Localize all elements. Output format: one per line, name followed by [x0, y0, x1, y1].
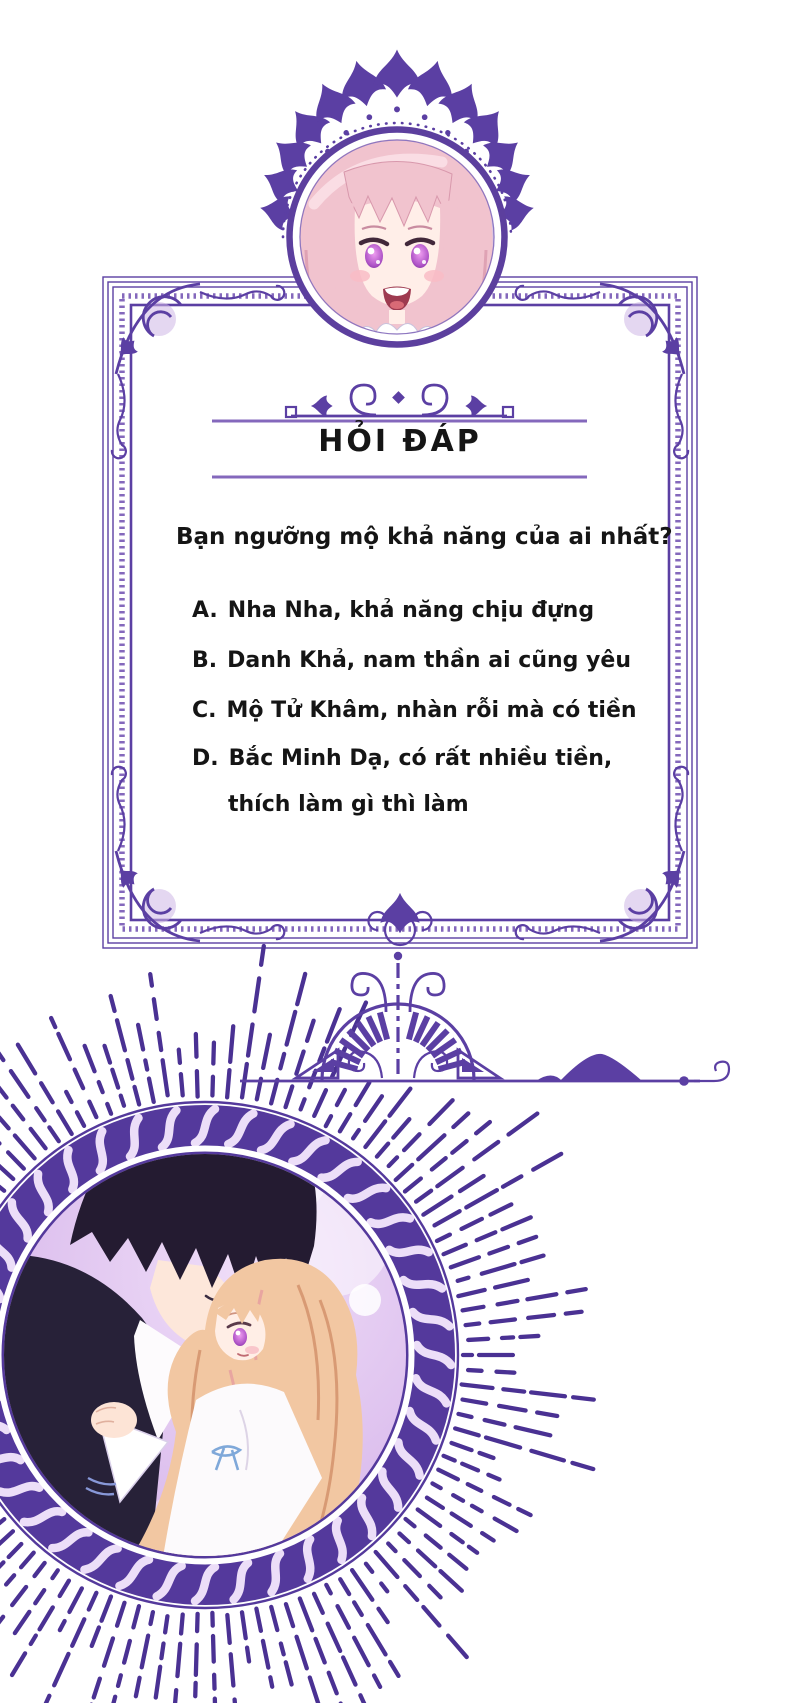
- option-a: [192, 598, 594, 623]
- frame-corner-bottom-right: [516, 767, 688, 941]
- option-b: [192, 648, 631, 673]
- woman-eye: [233, 1328, 247, 1346]
- option-a-text: Nha Nha, khả năng chịu đựng: [227, 598, 595, 623]
- girl-eye-left: [365, 244, 383, 268]
- girl-eye-right: [411, 244, 429, 268]
- option-d-label: D.: [192, 746, 219, 771]
- option-c-text: Mộ Tử Khâm, nhàn rỗi mà có tiền: [226, 698, 637, 723]
- option-d-line2: thích làm gì thì làm: [228, 792, 469, 817]
- option-d: [192, 746, 612, 771]
- woman-blush: [245, 1346, 259, 1354]
- option-a-label: A.: [192, 598, 218, 623]
- girl-blush: [350, 270, 370, 282]
- qa-question: Bạn ngưỡng mộ khả năng của ai nhất?: [176, 524, 673, 550]
- option-c: [192, 698, 637, 723]
- portrait-medallion: [291, 121, 503, 368]
- option-b-text: Danh Khả, nam thần ai cũng yêu: [227, 648, 631, 673]
- option-d-text: Bắc Minh Dạ, có rất nhiều tiền,: [228, 746, 613, 771]
- couple-medallion: [0, 946, 594, 1703]
- option-c-label: C.: [192, 698, 217, 723]
- option-b-label: B.: [192, 648, 218, 673]
- qa-title: HỎI ĐÁP: [318, 424, 482, 459]
